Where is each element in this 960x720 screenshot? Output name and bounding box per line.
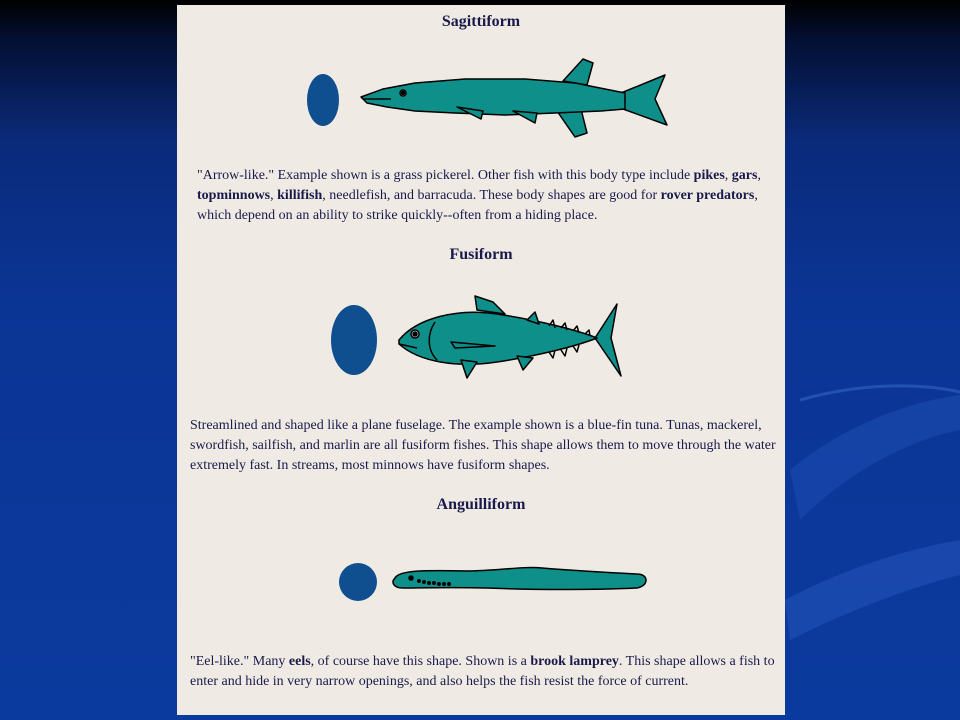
cross-section-circle [339, 563, 377, 601]
pickerel-fish-icon [361, 59, 667, 137]
section-heading-anguilliform: Anguilliform [436, 496, 526, 513]
cross-section-ellipse [331, 305, 377, 375]
anguilliform-description: "Eel-like." Many eels, of course have this shape. Shown is a brook lamprey. This shape allows a fish to enter and hide in very narrow openings, and also helps the fish resist the force of current. [190, 654, 775, 689]
lamprey-fish-icon [393, 568, 646, 590]
sagittiform-figure [305, 53, 685, 153]
tuna-fish-icon [399, 296, 621, 378]
fusiform-description: Streamlined and shaped like a plane fuselage. The example shown is a blue-fin tuna. Tunas, mackerel, swordfish, sailfish, and marlin are all fusiform fishes. This shape allows them to move through the water extremely fast. In streams, most minnows have fusiform shapes. [190, 418, 776, 473]
content-panel [177, 5, 785, 715]
cross-section-circle [307, 74, 339, 126]
fusiform-figure [327, 290, 657, 390]
anguilliform-figure [337, 558, 657, 608]
sagittiform-description: "Arrow-like." Example shown is a grass pickerel. Other fish with this body type include pikes, gars, topminnows, killifish, needlefish, and barracuda. These body shapes are good for rover predators, which depend on an ability to strike quickly--often from a hiding place. [197, 168, 761, 223]
section-heading-fusiform: Fusiform [449, 246, 513, 263]
section-heading-sagittiform: Sagittiform [441, 13, 521, 30]
